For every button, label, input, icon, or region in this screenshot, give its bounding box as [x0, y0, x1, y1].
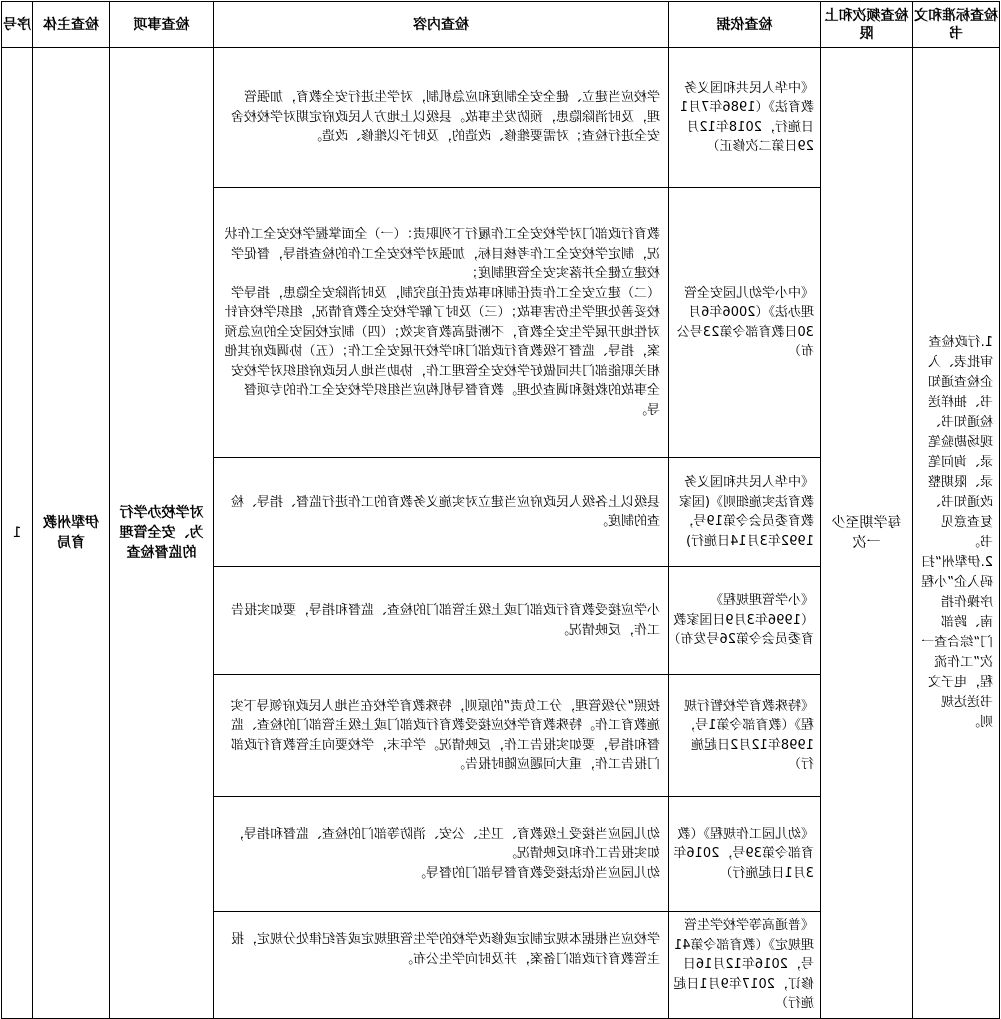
- header-item: 检查事项: [110, 2, 214, 48]
- content-cell: 小学应接受教育行政部门或上级主管部门的检查、监督和指导，要如实报告工作，反映情况。: [214, 567, 669, 675]
- inspection-table: [1, 1, 1000, 1019]
- header-row: [2, 2, 1000, 48]
- basis-cell: 《特殊教育学校暂行规程》（教育部令第1号，1998年12月2日起施行）: [669, 675, 821, 797]
- basis-cell: 《中华人民共和国义务教育法》（1986年7月1日施行，2018年12月29日第二次修正）: [669, 48, 821, 188]
- basis-cell: 《中华人民共和国义务教育法实施细则》(国家教育委员会令第19号，1992年3月14日施行): [669, 458, 821, 567]
- item-cell: 对学校办学行为、安全管理的监督检查: [110, 48, 214, 1019]
- content-cell: 县级以上各级人民政府应当建立对实施义务教育的工作进行监督、指导、检查的制度。: [214, 458, 669, 567]
- no-cell: 1: [2, 48, 33, 1019]
- basis-cell: 《普通高等学校学生管理规定》（教育部令第41号，2016年12月16日修订，2017年9月1日起施行）: [669, 912, 821, 1019]
- header-content: 检查内容: [214, 2, 669, 48]
- basis-cell: 《幼儿园工作规程》（教育部令第39号，2016年3月1日起施行）: [669, 797, 821, 912]
- header-standard: 检查标准和文书: [913, 2, 1000, 48]
- basis-cell: 《小学管理规程》（1996年3月9日国家教育委员会令第26号发布）: [669, 567, 821, 675]
- table-row: [2, 48, 1000, 188]
- header-subject: 检查主体: [33, 2, 110, 48]
- header-basis: 检查依据: [669, 2, 821, 48]
- standard-cell: 1.行政检查审批表、入企检查通知书、抽样送检通知书、现场勘验笔录、询问笔录、限期整改通知书、复查意见书。 2.伊犁州“扫码入企”小程序操作指南、跨部门“综合查一次”工作流程，电子文书送达规则。: [913, 48, 1000, 1019]
- basis-cell: 《中小学幼儿园安全管理办法》（2006年6月30日教育部令第23号公布）: [669, 188, 821, 458]
- header-no: 序号: [2, 2, 33, 48]
- header-frequency: 检查频次和上限: [821, 2, 913, 48]
- content-cell: 按照“分级管理，分工负责”的原则，特殊教育学校在当地人民政府领导下实施教育工作。特殊教育学校应接受教育行政部门或上级主管部门的检查、监督和指导，要如实报告工作，反映情况。学年末，学校要向主管教育行政部门报告工作，重大问题应随时报告。: [214, 675, 669, 797]
- content-cell: 幼儿园应当接受上级教育、卫生、公安、消防等部门的检查、监督和指导，如实报告工作和反映情况。 幼儿园应当依法接受教育督导部门的督导。: [214, 797, 669, 912]
- subject-cell: 伊犁州教育局: [33, 48, 110, 1019]
- content-cell: 学校应当根据本规定制定或修改学校的学生管理规定或者纪律处分规定，报主管教育行政部门备案，并及时向学生公布。: [214, 912, 669, 1019]
- frequency-cell: 每学期至少一次: [821, 48, 913, 1019]
- content-cell: 教育行政部门对学校安全工作履行下列职责：（一）全面掌握学校安全工作状况，制定学校安全工作考核目标，加强对学校安全工作的检查指导，督促学校建立健全并落实安全管理制度； （二）建立安全工作责任制和事故责任追究制，及时消除安全隐患，指导学校妥善处理学生伤害事故；（三）及时了解学校安全教育情况，组织学校有针对性地开展学生安全教育，不断提高教育实效；（四）制定校园安全的应急预案，指导、监督下级教育行政部门和学校开展安全工作；（五）协调政府其他相关职能部门共同做好学校安全管理工作，协助当地人民政府组织对学校安全事故的救援和调查处理。教育督导机构应当组织学校安全工作的专项督导。: [214, 188, 669, 458]
- content-cell: 学校应当建立、健全安全制度和应急机制，对学生进行安全教育，加强管理，及时消除隐患，预防发生事故。县级以上地方人民政府定期对学校校舍安全进行检查；对需要维修、改造的，及时予以维修、改造。: [214, 48, 669, 188]
